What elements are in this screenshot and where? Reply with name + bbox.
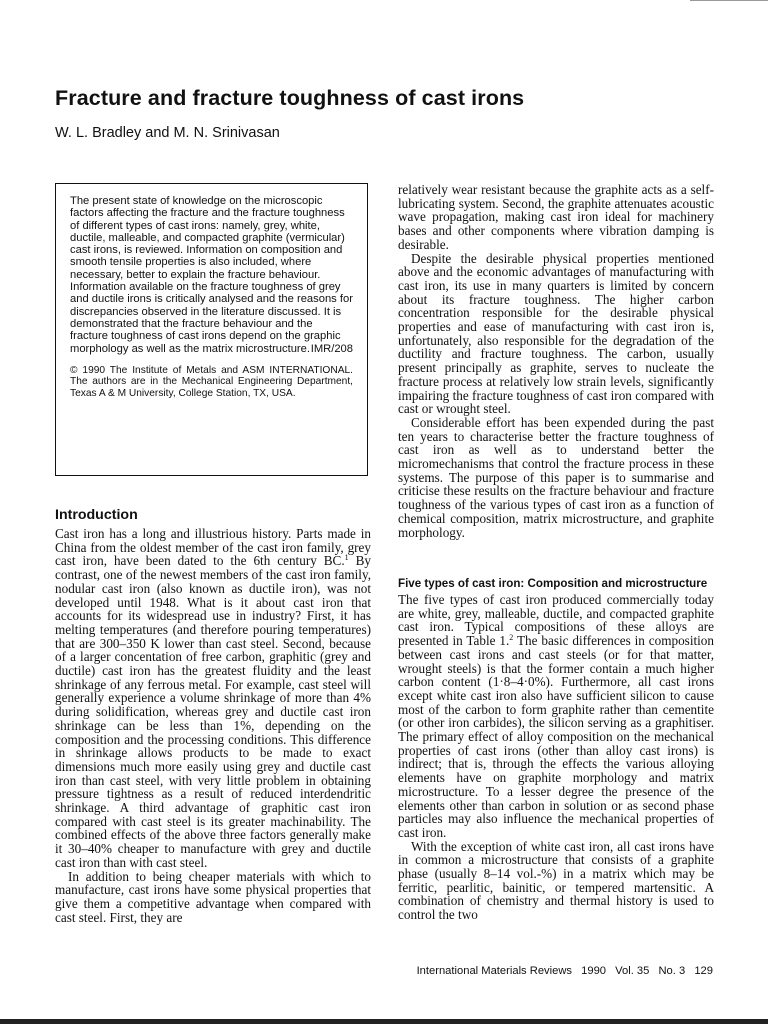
introduction-heading: Introduction [55, 507, 138, 523]
scan-edge-bottom [0, 1019, 768, 1024]
article-title: Fracture and fracture toughness of cast irons [55, 86, 525, 110]
five-types-heading: Five types of cast iron: Composition and microstructure [398, 577, 708, 590]
page-number: 129 [694, 965, 713, 977]
journal-number: No. 3 [658, 965, 686, 977]
reference-1: 1 [344, 553, 349, 563]
introduction-paragraph-3: Despite the desirable physical properties mentioned above and the economic advantages of manufacturing with cast iron, its use in many quarters is limited by concern about its fracture toughness. The higher carbon concentration responsible for the desirable physical properties and ease of manufacturing with cast iron is, unfortunately, also responsible for the degradation of the ductility and fracture toughness. The carbon, usually present principally as graphite, serves to nucleate the fracture process at relatively low strain levels, significantly impairing the fracture toughness of cast iron compared with cast or wrought steel. [398, 250, 714, 417]
abstract-code: IMR/208 [310, 342, 353, 355]
right-column-top [398, 183, 714, 539]
five-types-paragraph-2: With the exception of white cast iron, all cast irons have in common a microstructure that consists of a graphite phase (usually 8–14 vol.-%) in a matrix which may be ferritic, pearlitic, bainitic, or tempered martensitic. A combination of chemistry and thermal history is used to control the two [398, 838, 714, 923]
journal-year: 1990 [581, 965, 607, 977]
page-footer [355, 965, 713, 977]
abstract-text: The present state of knowledge on the microscopic factors affecting the fracture and the fracture toughness of different types of cast irons: namely, grey, white, ductile, malleable, and compacted graphite (vermicular) cast irons, is reviewed. Information on composition and smooth tensile properties is also included, where necessary, better to explain the fracture behaviour. Information available on the fracture toughness of grey and ductile irons is critically analysed and the reasons for discrepancies observed in the literature discussed. It is demonstrated that the fracture behaviour and the fracture toughness of cast irons depend on the graphic morphology as well as the matrix microstructure. [70, 195, 353, 355]
abstract-paragraph [70, 195, 353, 355]
article-authors: W. L. Bradley and M. N. Srinivasan [55, 125, 280, 141]
journal-name: International Materials Reviews [416, 965, 573, 977]
reference-2: 2 [509, 633, 514, 643]
copyright-notice: © 1990 The Institute of Metals and ASM INTERNATIONAL. The authors are in the Mechanical Engineering Department, Texas A & M University, College Station, TX, USA. [70, 364, 353, 400]
introduction-paragraph-4: Considerable effort has been expended during the past ten years to characterise better the fracture toughness of cast iron as well as to understand better the micromechanisms that control the fracture process in these systems. The purpose of this paper is to summarise and criticise these results on the fracture behaviour and fracture toughness of the various types of cast iron as a function of chemical composition, matrix microstructure, and graphite morphology. [398, 414, 714, 540]
journal-volume: Vol. 35 [615, 965, 650, 977]
left-column [55, 507, 371, 924]
right-column-bottom [398, 577, 714, 922]
introduction-paragraph-2: In addition to being cheaper materials with which to manufacture, cast irons have some physical properties that give them a competitive advantage when compared with cast steel. First, they are [55, 868, 371, 925]
scan-edge-top [690, 0, 768, 1]
introduction-paragraph-2-continued: relatively wear resistant because the graphite acts as a self-lubricating system. Second, the graphite attenuates acoustic wave propagation, making cast iron ideal for machinery bases and other components where vibration damping is desirable. [398, 182, 714, 252]
five-types-paragraph-1: The five types of cast iron produced commercially today are white, grey, malleable, ductile, and compacted graphite cast iron. Typical compositions of these alloys are presented in Table 1.$^2$ The basic differences in composition between cast irons and cast steels (or for that matter, wrought steels) is that the former contain a much higher carbon content (1·8–4·0%). Furthermore, all cast irons except white cast iron also have sufficient silicon to cause most of the carbon to form graphite rather than cementite (or other iron carbides), the silicon serving as a graphitiser. The primary effect of alloy composition on the mechanical properties of cast irons (other than alloy cast irons) is indirect; that is, through the effects the various alloying elements have on graphite morphology and matrix microstructure. To a lesser degree the presence of the elements other than carbon in solution or as second phase particles may also influence the mechanical properties of cast iron. [398, 592, 714, 840]
abstract-box [55, 183, 368, 476]
introduction-paragraph-1: Cast iron has a long and illustrious history. Parts made in China from the oldest member of the cast iron family, grey cast iron, have been dated to the 6th century BC.$^1$ By contrast, one of the newest members of the cast iron family, nodular cast iron (also known as ductile iron), was not developed until 1948. What is it about cast iron that accounts for its widespread use in industry? First, it has melting temperatures (and therefore pouring temperatures) that are 300–350 K lower than cast steel. Second, because of a larger concentation of free carbon, graphitic (grey and ductile) cast iron has the greatest fluidity and the least shrinkage of any ferrous metal. For example, cast steel will generally experience a volume shrinkage of more than 4% during solidification, whereas grey and ductile cast iron shrinkage can be less than 1%, depending on the composition and the processing conditions. This difference in shrinkage allows products to be made to exact dimensions much more easily using grey and ductile cast iron than cast steel, with very little problem in obtaining pressure tightness as a result of reduced interdendritic shrinkage. A third advantage of graphitic cast iron compared with cast steel is its greater machinability. The combined effects of the above three factors generally make it 30–40% cheaper to manufacture with grey and ductile cast iron than with cast steel. [55, 526, 372, 870]
